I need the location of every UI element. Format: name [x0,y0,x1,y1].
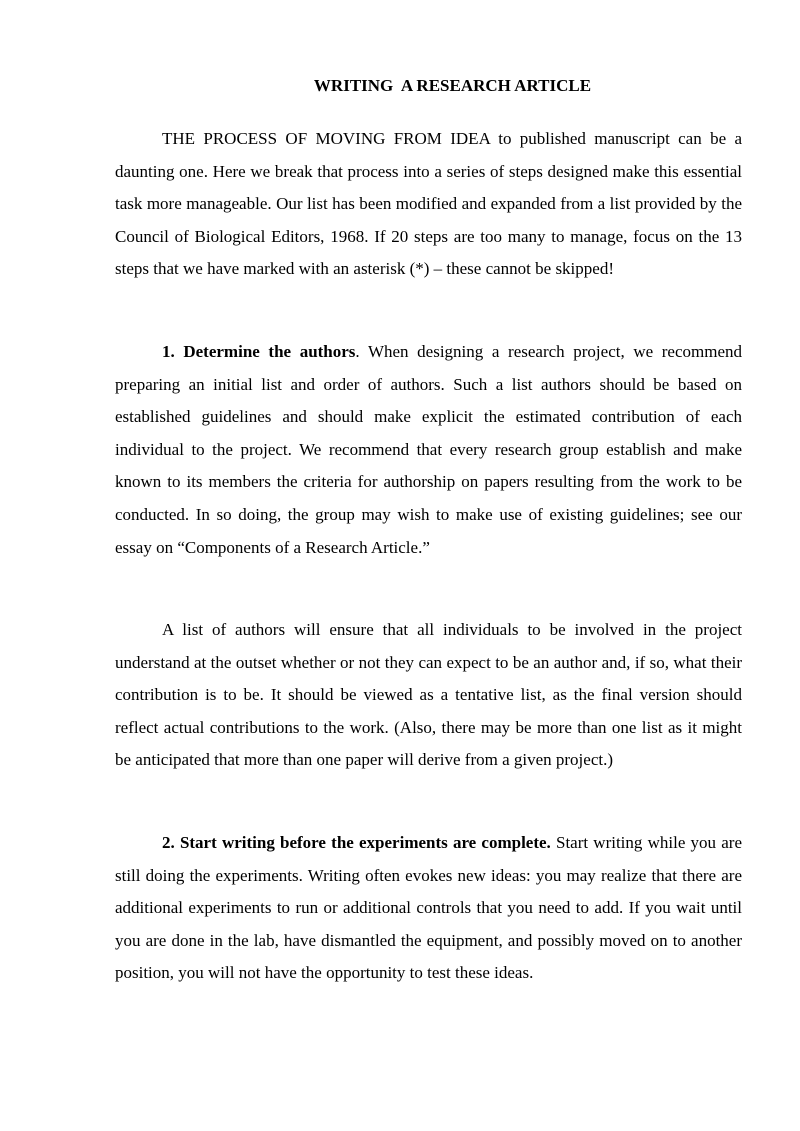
step-1-body: . When designing a research project, we recommend preparing an initial list and order of authors. Such a list authors should be based on established guidelines and should make explicit the estimated contribution of each individual to the project. We recommend that every research group establish and make known to its members the criteria for authorship on papers resulting from the work to be conducted. In so doing, the group may wish to make use of existing guidelines; see our essay on “Components of a Research Article.” [115,342,742,557]
step-1-paragraph [115,336,742,564]
step-1-followup-paragraph: A list of authors will ensure that all individuals to be involved in the project understand at the outset whether or not they can expect to be an author and, if so, what their contribution is to be. It should be viewed as a tentative list, as the final version should reflect actual contributions to the work. (Also, there may be more than one list as it might be anticipated that more than one paper will derive from a given project.) [115,620,742,770]
step-2-heading: 2. Start writing before the experiments are complete. [162,833,551,852]
step-2-paragraph [115,827,742,990]
step-2-body: Start writing while you are still doing the experiments. Writing often evokes new ideas: you may realize that there are additional experiments to run or additional controls that you need to add. If you wait until you are done in the lab, have dismantled the equipment, and possibly moved on to another position, you will not have the opportunity to test these ideas. [115,833,742,983]
intro-paragraph: THE PROCESS OF MOVING FROM IDEA to published manuscript can be a daunting one. Here we break that process into a series of steps designed make this essential task more manageable. Our list has been modified and expanded from a list provided by the Council of Biological Editors, 1968. If 20 steps are too many to manage, focus on the 13 steps that we have marked with an asterisk (*) – these cannot be skipped! [115,129,742,279]
step-1-heading: 1. Determine the authors [162,342,356,361]
document-title: WRITING A RESEARCH ARTICLE [313,76,592,95]
